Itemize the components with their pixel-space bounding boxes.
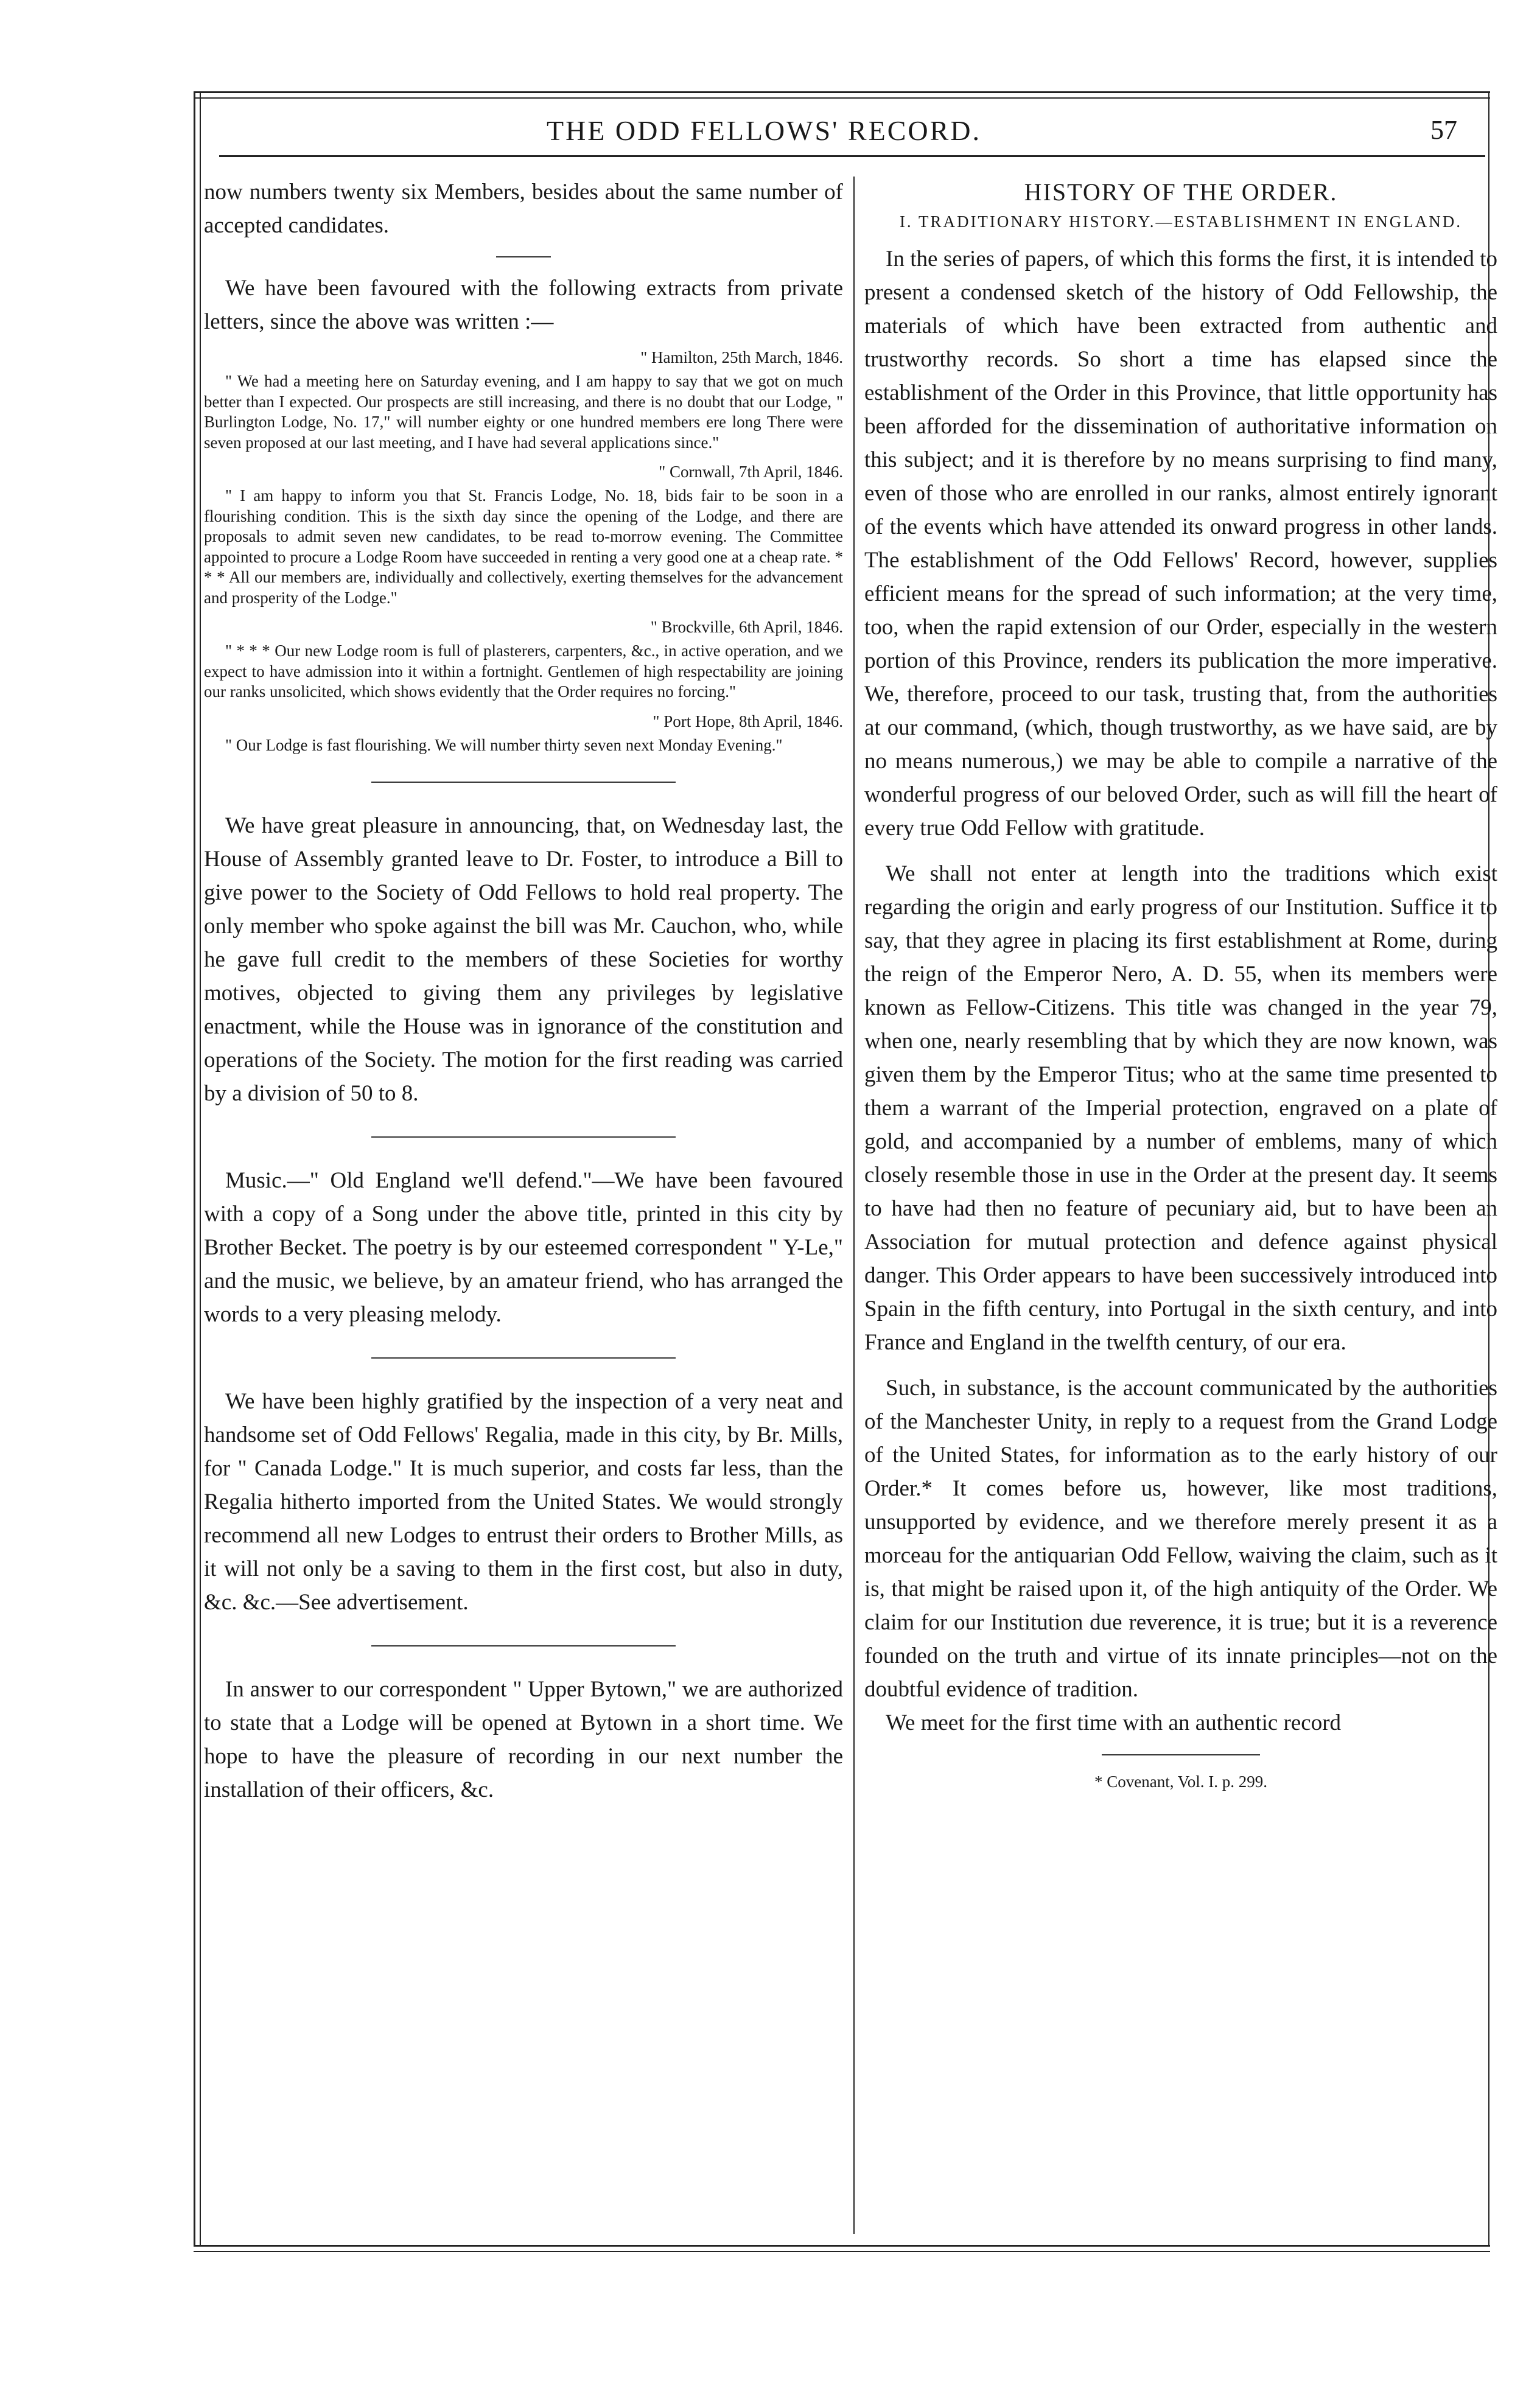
letter-text: " * * * Our new Lodge room is full of plasterers, carpenters, &c., in active operation, and we expect to have admission into it within a fortnight. Gentlemen of high respectability are joining our ranks unsolicited, which shows evidently that the Order requires no forcing." (204, 642, 843, 701)
top-border-rule-2 (194, 97, 1490, 99)
left-border-rule (194, 91, 195, 2246)
short-divider (496, 254, 551, 259)
wavy-divider (371, 1643, 676, 1648)
letter-dateline: " Cornwall, 7th April, 1846. (659, 463, 843, 481)
letter-text: " We had a meeting here on Saturday evening, and I am happy to say that we got on much better than I expected. Our prospects are still increasing, and there is no doubt that our Lodge, " Burlington Lodge, No. 17," will number eighty or one hundred members ere long There were seven proposed at our last meeting, and I have had several applications since." (204, 372, 843, 452)
right-column (864, 175, 1497, 1792)
footnote: * Covenant, Vol. I. p. 299. (1094, 1772, 1267, 1791)
wavy-divider (371, 780, 676, 785)
extracts-intro: We have been favoured with the following extracts from private letters, since the above was written :— (204, 276, 843, 334)
running-header: THE ODD FELLOWS' RECORD. (546, 115, 982, 146)
left-column (204, 175, 843, 1807)
bottom-border-rule (194, 2245, 1490, 2247)
letter-text: " I am happy to inform you that St. Francis Lodge, No. 18, bids fair to be soon in a flourishing condition. This is the sixth day since the opening of the Lodge, and there are proposals to admit seven new candidates, to be read to-morrow evening. The Committee appointed to procure a Lodge Room have succeeded in renting a very good one at a cheap rate. * * * All our members are, individually and collectively, exerting themselves for the advancement and prosperity of the Lodge." (204, 486, 843, 607)
wavy-divider (371, 1356, 676, 1360)
bottom-border-rule-2 (194, 2251, 1490, 2252)
letter-dateline: " Hamilton, 25th March, 1846. (640, 348, 843, 366)
paragraph-gap (864, 1359, 1497, 1371)
history-paragraph: We shall not enter at length into the traditions which exist regarding the origin and early progress of our Institution. Suffice it to say, that they agree in placing its first establishment at Rome, during the reign of the Emperor Nero, A. D. 55, when its members were known as Fellow-Citizens. This title was changed in the year 79, when one, nearly resembling that by which they are now known, was given them by the Emperor Titus; who at the same time presented to them a warrant of the Imperial protection, engraved on a plate of gold, and accompanied by a number of emblems, many of which closely resemble those in use in the Order at the present day. It seems to have had then no feature of pecuniary aid, but to have been an Association for mutual protection and defence against physical danger. This Order appears to have been successively introduced into Spain in the fifth century, into Portugal in the sixth century, and into France and England in the twelfth century, of our era. (864, 861, 1497, 1355)
footnote-rule (1102, 1754, 1260, 1755)
letter-dateline: " Port Hope, 8th April, 1846. (653, 712, 843, 730)
bytown-paragraph: In answer to our correspondent " Upper Bytown," we are authorized to state that a Lodge will be opened at Bytown in a short time. We hope to have the pleasure of recording in our next number the installation of their officers, &c. (204, 1677, 843, 1802)
history-paragraph: Such, in substance, is the account communicated by the authorities of the Manchester Unity, in reply to a request from the Grand Lodge of the United States, for information as to the early history of our Order.* It comes before us, however, like most traditions, unsupported by evidence, and we therefore merely present it as a morceau for the antiquarian Odd Fellow, waiving the claim, such as it is, that might be raised upon it, of the high antiquity of the Order. We claim for our Institution due reverence, it is true; but it is a reverence founded on the truth and virtue of its innate principles—not on the doubtful evidence of tradition. (864, 1376, 1497, 1702)
regalia-paragraph: We have been highly gratified by the inspection of a very neat and handsome set of Odd Fellows' Regalia, made in this city, by Br. Mills, for " Canada Lodge." It is much superior, and costs far less, than the Regalia hitherto imported from the United States. We would strongly recommend all new Lodges to entrust their orders to Brother Mills, as it will not only be a saving to them in the first cost, but also in duty, &c. &c.—See advertisement. (204, 1389, 843, 1615)
history-paragraph: In the series of papers, of which this forms the first, it is intended to present a condensed sketch of the history of Odd Fellowship, the materials of which have been extracted from authentic and trustworthy records. So short a time has elapsed since the establishment of the Order in this Province, that little opportunity has been afforded for the dissemination of authoritative information on this subject; and it is therefore by no means surprising to find many, even of those who are enrolled in our ranks, almost entirely ignorant of the events which have attended its onward progress in other lands. The establishment of the Odd Fellows' Record, however, supplies efficient means for the spread of such information; at the very time, too, when the rapid extension of our Order, especially in the western portion of this Province, renders its publication the more imperative. We, therefore, proceed to our task, trusting that, from the authorities at our command, (which, though trustworthy, as we have said, are by no means numerous,) we may be able to compile a narrative of the wonderful progress of our beloved Order, such as will fill the heart of every true Odd Fellow with gratitude. (864, 247, 1497, 841)
letter-dateline: " Brockville, 6th April, 1846. (650, 618, 843, 636)
history-paragraph: We meet for the first time with an authentic record (886, 1710, 1342, 1735)
paragraph-gap (864, 845, 1497, 857)
intro-paragraph: now numbers twenty six Members, besides about the same number of accepted candidates. (204, 180, 843, 238)
music-paragraph: Music.—" Old England we'll defend."—We have been favoured with a copy of a Song under the above title, printed in this city by Brother Becket. The poetry is by our esteemed correspondent " Y-Le," and the music, we believe, by an amateur friend, who has arranged the words to a very pleasing melody. (204, 1168, 843, 1327)
letter-text: " Our Lodge is fast flourishing. We will number thirty seven next Monday Evening." (225, 735, 783, 754)
left-border-rule-2 (200, 91, 201, 2246)
wavy-divider (371, 1135, 676, 1139)
assembly-paragraph: We have great pleasure in announcing, that, on Wednesday last, the House of Assembly granted leave to Dr. Foster, to introduce a Bill to give power to the Society of Odd Fellows to hold real property. The only member who spoke against the bill was Mr. Cauchon, who, while he gave full credit to the members of these Societies for worthy motives, objected to giving them any privileges by legislative enactment, while the House was in ignorance of the constitution and operations of the Society. The motion for the first reading was carried by a division of 50 to 8. (204, 813, 843, 1106)
section-subtitle: I. TRADITIONARY HISTORY.—ESTABLISHMENT IN ENGLAND. (899, 212, 1463, 231)
top-border-rule (194, 91, 1490, 93)
header-rule (219, 155, 1485, 157)
section-title: HISTORY OF THE ORDER. (1024, 178, 1338, 206)
page-number: 57 (1430, 115, 1457, 145)
column-divider (853, 177, 855, 2234)
